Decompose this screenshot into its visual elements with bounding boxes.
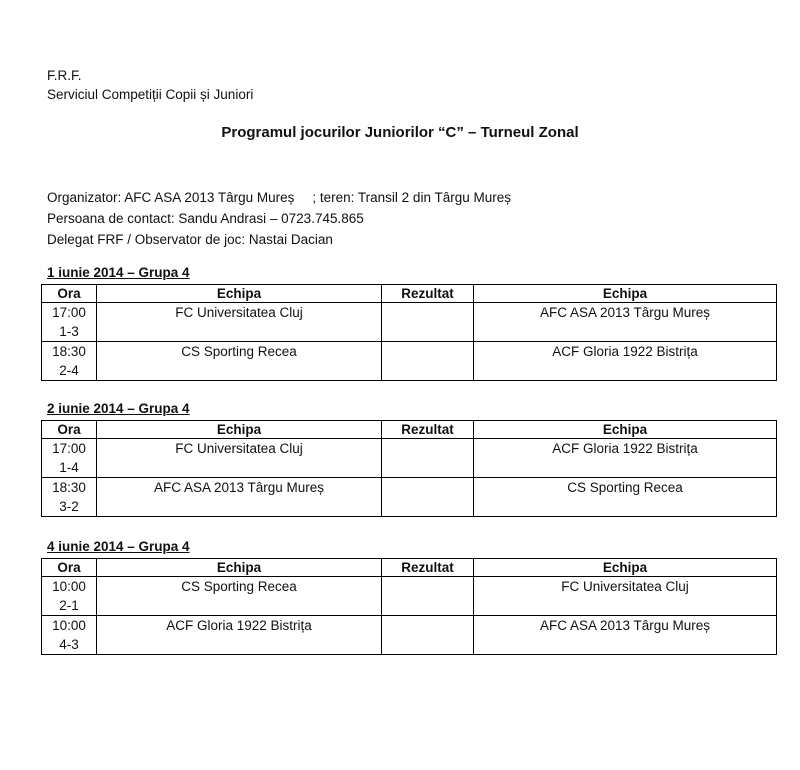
match-pairing: 1-4 [59,460,79,475]
match-time-cell [42,577,97,616]
result-cell [382,439,474,478]
event-info [47,187,511,250]
match-time: 10:00 [52,618,86,633]
organizer-line [47,187,511,208]
home-team: CS Sporting Recea [97,342,382,381]
table-row [42,342,777,381]
day-title: 2 iunie 2014 – Grupa 4 [47,401,190,416]
table-header-row [42,559,777,577]
table-header-row [42,285,777,303]
table-row [42,303,777,342]
table-row [42,478,777,517]
col-header-time: Ora [42,285,97,303]
schedule-table [41,420,777,517]
result-cell [382,478,474,517]
match-pairing: 2-1 [59,598,79,613]
col-header-team1: Echipa [97,559,382,577]
match-pairing: 4-3 [59,637,79,652]
day-title: 4 iunie 2014 – Grupa 4 [47,539,190,554]
match-time-cell [42,342,97,381]
table-row [42,577,777,616]
match-time: 17:00 [52,441,86,456]
match-time: 18:30 [52,344,86,359]
result-cell [382,342,474,381]
result-cell [382,577,474,616]
document-title: Programul jocurilor Juniorilor “C” – Turneul Zonal [221,124,579,141]
col-header-result: Rezultat [382,559,474,577]
table-header-row [42,421,777,439]
result-cell [382,616,474,655]
col-header-result: Rezultat [382,285,474,303]
home-team: FC Universitatea Cluj [97,303,382,342]
away-team: FC Universitatea Cluj [474,577,777,616]
organization-header [47,66,253,104]
contact-line: Persoana de contact: Sandu Andrasi – 0723.745.865 [47,211,364,226]
day-title: 1 iunie 2014 – Grupa 4 [47,265,190,280]
table-row [42,439,777,478]
delegate-line: Delegat FRF / Observator de joc: Nastai Dacian [47,232,333,247]
match-pairing: 2-4 [59,363,79,378]
match-time-cell [42,616,97,655]
match-time: 17:00 [52,305,86,320]
match-time: 10:00 [52,579,86,594]
col-header-team2: Echipa [474,559,777,577]
away-team: ACF Gloria 1922 Bistrița [474,342,777,381]
col-header-team2: Echipa [474,285,777,303]
match-time-cell [42,439,97,478]
col-header-team2: Echipa [474,421,777,439]
match-time-cell [42,478,97,517]
col-header-team1: Echipa [97,285,382,303]
match-time-cell [42,303,97,342]
schedule-table [41,284,777,381]
away-team: ACF Gloria 1922 Bistrița [474,439,777,478]
federation-name: F.R.F. [47,68,82,83]
organizer-text: Organizator: AFC ASA 2013 Târgu Mureș [47,190,295,205]
col-header-time: Ora [42,559,97,577]
home-team: AFC ASA 2013 Târgu Mureș [97,478,382,517]
field-text: ; teren: Transil 2 din Târgu Mureș [312,190,511,205]
col-header-team1: Echipa [97,421,382,439]
table-row [42,616,777,655]
away-team: AFC ASA 2013 Târgu Mureș [474,303,777,342]
match-time: 18:30 [52,480,86,495]
home-team: FC Universitatea Cluj [97,439,382,478]
col-header-result: Rezultat [382,421,474,439]
away-team: AFC ASA 2013 Târgu Mureș [474,616,777,655]
department-name: Serviciul Competiții Copii și Juniori [47,87,254,102]
schedule-table [41,558,777,655]
match-pairing: 1-3 [59,324,79,339]
home-team: ACF Gloria 1922 Bistrița [97,616,382,655]
home-team: CS Sporting Recea [97,577,382,616]
result-cell [382,303,474,342]
away-team: CS Sporting Recea [474,478,777,517]
col-header-time: Ora [42,421,97,439]
match-pairing: 3-2 [59,499,79,514]
